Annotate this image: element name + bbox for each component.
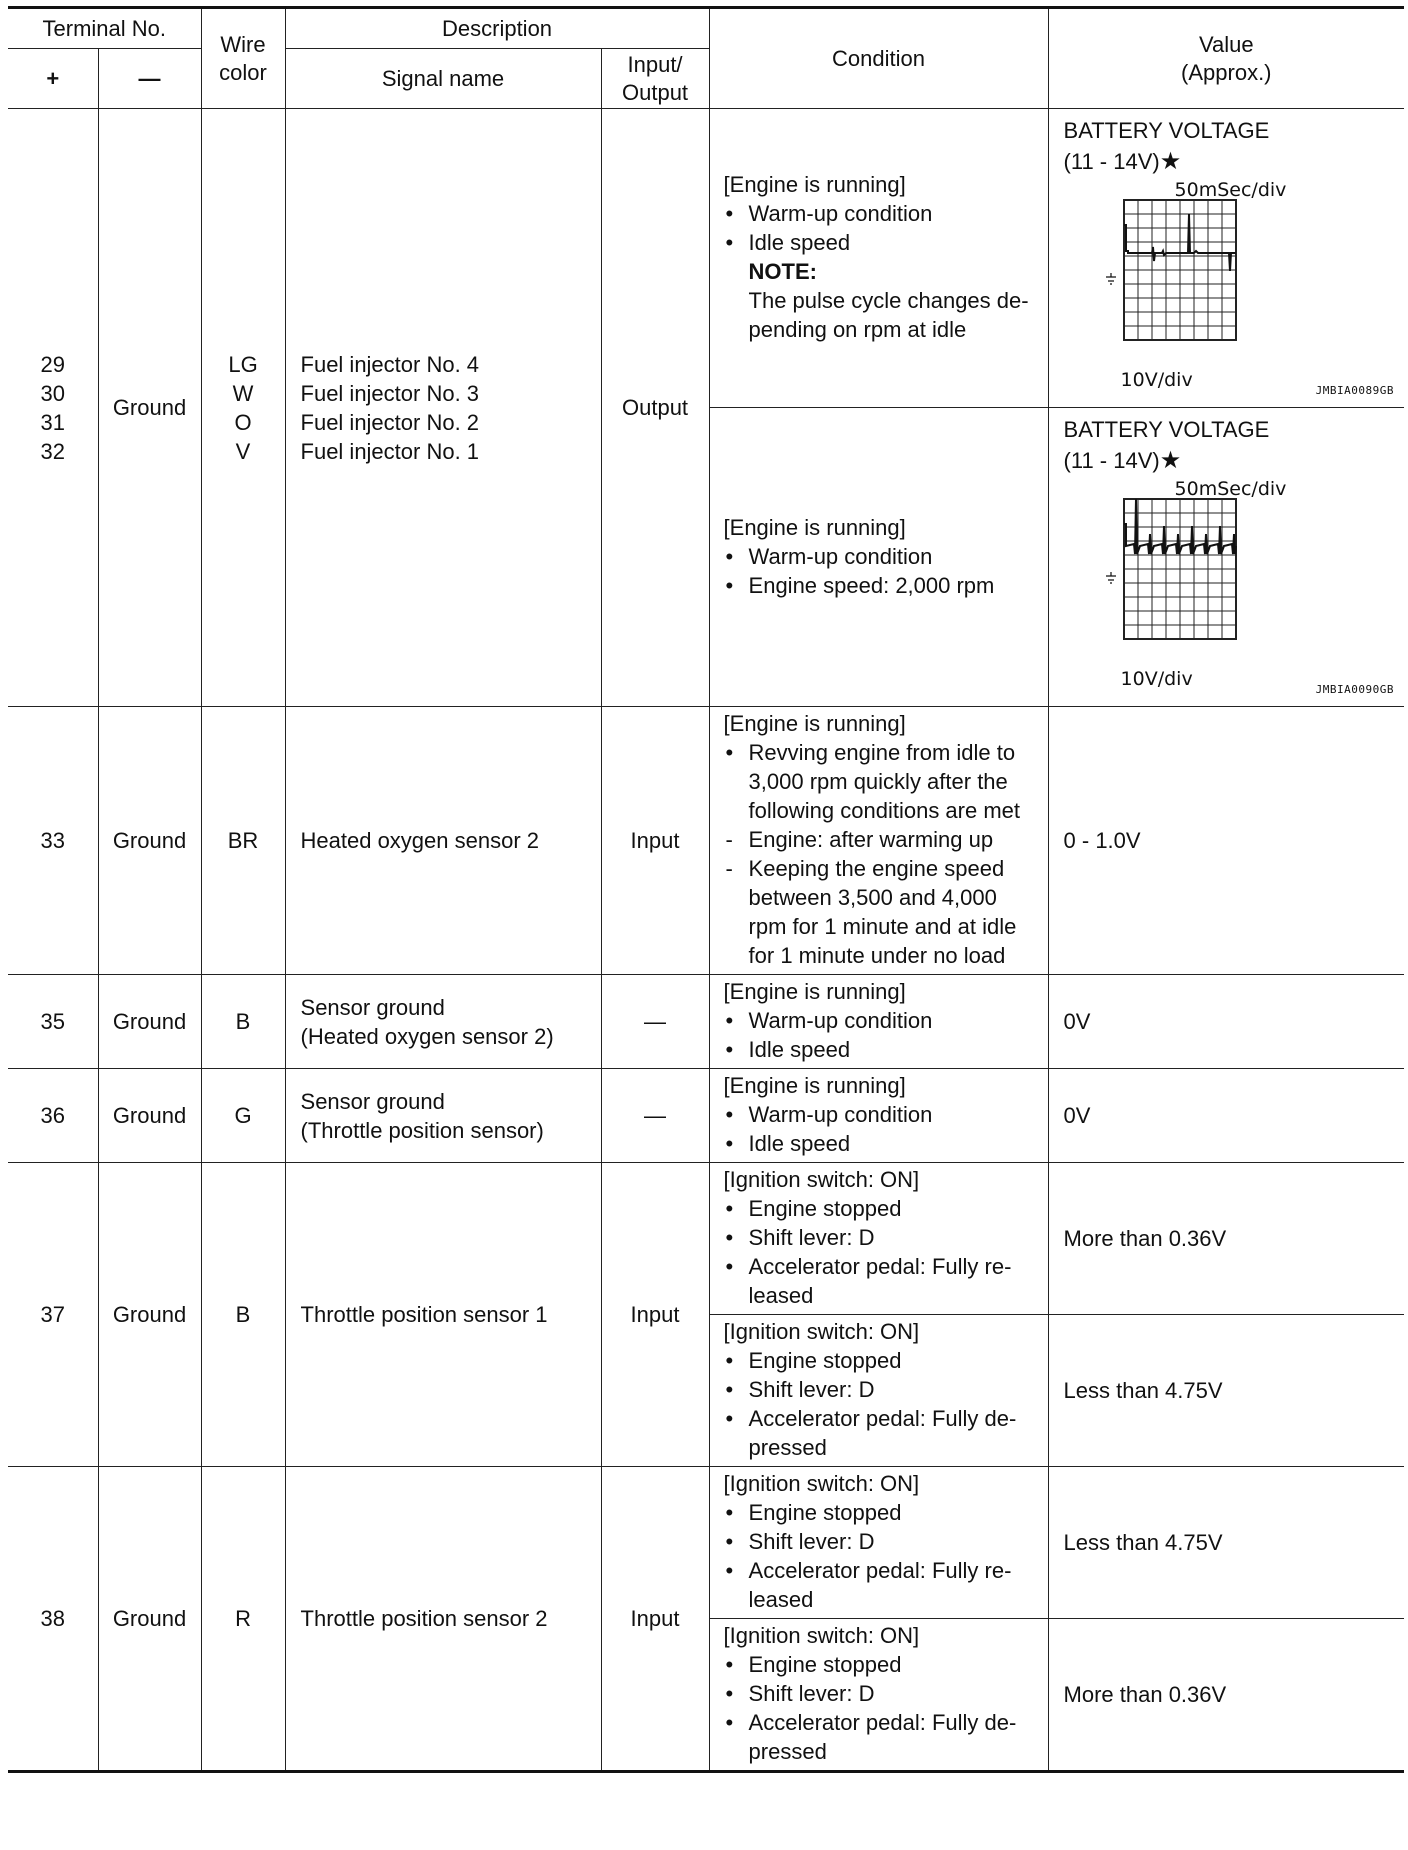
condition-36 [709, 1069, 1048, 1163]
bullet-line: Accelerator pedal: Fully re- [748, 1558, 1012, 1583]
wire-color-33: BR [201, 707, 285, 975]
condition-bullet: • Accelerator pedal: Fully de- pressed [725, 1406, 1017, 1460]
value-36: 0V [1048, 1069, 1404, 1163]
value-38-depressed: More than 0.36V [1048, 1619, 1404, 1772]
value-33: 0 - 1.0V [1048, 707, 1404, 975]
terminal-38: 38 [8, 1467, 98, 1772]
volt-div-label: 10V/div [1120, 369, 1193, 391]
injector-condition-idle [709, 109, 1048, 408]
header-description: Description [285, 8, 709, 49]
condition-bullet: • Shift lever: D [725, 1681, 875, 1706]
ecm-terminal-table [8, 6, 1404, 1773]
header-input-output [601, 49, 709, 109]
io-36: — [601, 1069, 709, 1163]
signal-33: Heated oxygen sensor 2 [285, 707, 601, 975]
signal-injector-4: Fuel injector No. 4 [300, 351, 480, 377]
signal-36 [285, 1069, 601, 1163]
bullet-line: 3,000 rpm quickly after the [748, 769, 1008, 794]
value-38-released: Less than 4.75V [1048, 1467, 1404, 1619]
header-signal-name: Signal name [285, 49, 601, 109]
bullet-line: following conditions are met [748, 798, 1021, 823]
header-io-line2: Output [622, 79, 689, 105]
wire-color-w: W [232, 380, 254, 406]
header-value-line1: Value [1198, 31, 1254, 57]
battery-voltage-label: BATTERY VOLTAGE [1063, 118, 1270, 143]
condition-bullet: • Warm-up condition [725, 543, 933, 569]
bullet-text: Idle speed [748, 1131, 851, 1156]
bullet-text: Warm-up condition [748, 543, 933, 569]
header-wire-color-line2: color [219, 59, 267, 85]
bullet-text: Engine stopped [748, 1500, 902, 1525]
terminal-36: 36 [8, 1069, 98, 1163]
condition-bullet: • Idle speed [725, 1131, 851, 1156]
oscilloscope-2000rpm-graph [1104, 494, 1244, 664]
io-38: Input [601, 1467, 709, 1772]
bullet-text: Warm-up condition [748, 201, 933, 226]
voltage-range-text: (11 - 14V) [1063, 448, 1160, 473]
terminal-30: 30 [40, 380, 65, 406]
signal-line: (Heated oxygen sensor 2) [300, 1023, 554, 1049]
condition-37-depressed [709, 1315, 1048, 1467]
bullet-line: pressed [748, 1739, 827, 1764]
signal-35 [285, 975, 601, 1069]
terminal-35: 35 [8, 975, 98, 1069]
bullet-text: Engine stopped [748, 1652, 902, 1677]
wire-color-lg: LG [228, 351, 258, 377]
bullet-text: Engine speed: 2,000 rpm [748, 572, 995, 598]
header-condition: Condition [709, 8, 1048, 109]
waveform-cell [1049, 408, 1405, 706]
figure-code: JMBIA0089GB [1315, 384, 1395, 397]
condition-head: [Ignition switch: ON] [723, 1167, 920, 1192]
condition-bullet: • Shift lever: D [725, 1377, 875, 1402]
condition-head: [Engine is running] [723, 711, 906, 736]
bullet-text: Engine stopped [748, 1196, 902, 1221]
dash-line: between 3,500 and 4,000 [748, 885, 997, 910]
condition-bullet: • Engine stopped [725, 1196, 902, 1221]
bullet-text: Shift lever: D [748, 1377, 875, 1402]
condition-bullet: • Warm-up condition [725, 1102, 933, 1127]
condition-bullet: • Warm-up condition [725, 201, 933, 226]
signal-line: Sensor ground [300, 1088, 445, 1114]
signal-37: Throttle position sensor 1 [285, 1163, 601, 1467]
condition-38-released [709, 1467, 1048, 1619]
value-37-released: More than 0.36V [1048, 1163, 1404, 1315]
wire-color-o: O [234, 409, 252, 435]
condition-dash: - Engine: after warming up [725, 827, 994, 852]
dash-line: rpm for 1 minute and at idle [748, 914, 1017, 939]
note-line: The pulse cycle changes de- [748, 288, 1029, 313]
condition-head: [Ignition switch: ON] [723, 1471, 920, 1496]
time-div-label: 50mSec/div [1174, 179, 1287, 201]
header-value [1048, 8, 1404, 109]
wire-color-36: G [201, 1069, 285, 1163]
battery-voltage-range [1064, 146, 1399, 177]
header-io-line1: Input/ [627, 51, 683, 77]
bullet-line: Accelerator pedal: Fully de- [748, 1406, 1017, 1431]
injector-io: Output [601, 109, 709, 707]
condition-33 [709, 707, 1048, 975]
condition-head: [Ignition switch: ON] [723, 1319, 920, 1344]
figure-code: JMBIA0090GB [1315, 683, 1395, 696]
bullet-text: Engine stopped [748, 1348, 902, 1373]
volt-div-label: 10V/div [1120, 668, 1193, 690]
injector-signal-names [285, 109, 601, 707]
condition-dash: - Keeping the engine speed between 3,500 and 4,000 rpm for 1 minute and at idle for 1 minute under no load [725, 856, 1017, 968]
condition-head: [Ignition switch: ON] [723, 1623, 920, 1648]
condition-37-released [709, 1163, 1048, 1315]
time-div-label: 50mSec/div [1174, 478, 1287, 500]
condition-head: [Engine is running] [723, 514, 906, 540]
condition-38-depressed [709, 1619, 1048, 1772]
wire-color-v: V [235, 438, 251, 464]
condition-bullet: • Accelerator pedal: Fully re- leased [725, 1254, 1012, 1308]
wire-color-35: B [201, 975, 285, 1069]
bullet-text: Warm-up condition [748, 1102, 933, 1127]
terminal-32: 32 [40, 438, 65, 464]
condition-head: [Engine is running] [723, 172, 906, 197]
io-33: Input [601, 707, 709, 975]
io-35: — [601, 975, 709, 1069]
dash-text: Engine: after warming up [748, 827, 994, 852]
condition-head: [Engine is running] [723, 979, 906, 1004]
value-37-depressed: Less than 4.75V [1048, 1315, 1404, 1467]
bullet-text: Idle speed [748, 1037, 851, 1062]
signal-line: Sensor ground [300, 994, 445, 1020]
condition-bullet: • Accelerator pedal: Fully de- pressed [725, 1710, 1017, 1764]
bullet-line: Accelerator pedal: Fully de- [748, 1710, 1017, 1735]
bullet-line: Revving engine from idle to [748, 740, 1016, 765]
injector-wire-colors [201, 109, 285, 707]
signal-line: (Throttle position sensor) [300, 1117, 544, 1143]
injector-terminals [8, 109, 98, 707]
ground-33: Ground [98, 707, 201, 975]
star-icon: ★ [1159, 447, 1182, 474]
bullet-text: Shift lever: D [748, 1681, 875, 1706]
condition-bullet: • Accelerator pedal: Fully re- leased [725, 1558, 1012, 1612]
condition-bullet: • Revving engine from idle to 3,000 rpm quickly after the following conditions are met [725, 740, 1021, 823]
injector-value-2000rpm [1048, 408, 1404, 707]
terminal-31: 31 [40, 409, 65, 435]
voltage-range-text: (11 - 14V) [1063, 149, 1160, 174]
injector-ground: Ground [98, 109, 201, 707]
header-terminal-no: Terminal No. [8, 8, 201, 49]
header-wire-color [201, 8, 285, 109]
bullet-text: Shift lever: D [748, 1529, 875, 1554]
bullet-line: pressed [748, 1435, 827, 1460]
bullet-line: leased [748, 1587, 814, 1612]
terminal-29: 29 [40, 351, 65, 377]
condition-bullet: • Engine speed: 2,000 rpm [725, 572, 995, 598]
terminal-33: 33 [8, 707, 98, 975]
ground-35: Ground [98, 975, 201, 1069]
header-wire-color-line1: Wire [220, 31, 266, 57]
condition-bullet: • Engine stopped [725, 1500, 902, 1525]
injector-value-idle [1048, 109, 1404, 408]
dash-line: Keeping the engine speed [748, 856, 1005, 881]
star-icon: ★ [1159, 148, 1182, 175]
signal-injector-2: Fuel injector No. 2 [300, 409, 480, 435]
signal-injector-1: Fuel injector No. 1 [300, 438, 480, 464]
injector-condition-2000rpm [709, 408, 1048, 707]
ground-38: Ground [98, 1467, 201, 1772]
condition-bullet: • Shift lever: D [725, 1225, 875, 1250]
bullet-line: leased [748, 1283, 814, 1308]
ground-37: Ground [98, 1163, 201, 1467]
header-plus: + [8, 49, 98, 109]
condition-bullet: • Shift lever: D [725, 1529, 875, 1554]
condition-35 [709, 975, 1048, 1069]
note-line: pending on rpm at idle [748, 317, 967, 342]
bullet-text: Warm-up condition [748, 1008, 933, 1033]
condition-bullet: • Idle speed [725, 230, 851, 255]
value-35: 0V [1048, 975, 1404, 1069]
bullet-text: Idle speed [748, 230, 851, 255]
bullet-line: Accelerator pedal: Fully re- [748, 1254, 1012, 1279]
condition-bullet: • Idle speed [725, 1037, 851, 1062]
condition-bullet: • Engine stopped [725, 1348, 902, 1373]
wire-color-37: B [201, 1163, 285, 1467]
condition-bullet: • Warm-up condition [725, 1008, 933, 1033]
ground-36: Ground [98, 1069, 201, 1163]
battery-voltage-range [1064, 445, 1399, 476]
condition-bullet: • Engine stopped [725, 1652, 902, 1677]
note-label: NOTE: [748, 259, 817, 284]
signal-injector-3: Fuel injector No. 3 [300, 380, 480, 406]
oscilloscope-idle-graph [1104, 195, 1244, 365]
header-minus: — [98, 49, 201, 109]
signal-38: Throttle position sensor 2 [285, 1467, 601, 1772]
bullet-text: Shift lever: D [748, 1225, 875, 1250]
header-value-line2: (Approx.) [1181, 59, 1272, 85]
battery-voltage-label: BATTERY VOLTAGE [1063, 417, 1270, 442]
io-37: Input [601, 1163, 709, 1467]
wire-color-38: R [201, 1467, 285, 1772]
dash-line: for 1 minute under no load [748, 943, 1006, 968]
condition-head: [Engine is running] [723, 1073, 906, 1098]
terminal-37: 37 [8, 1163, 98, 1467]
waveform-cell [1049, 109, 1405, 407]
